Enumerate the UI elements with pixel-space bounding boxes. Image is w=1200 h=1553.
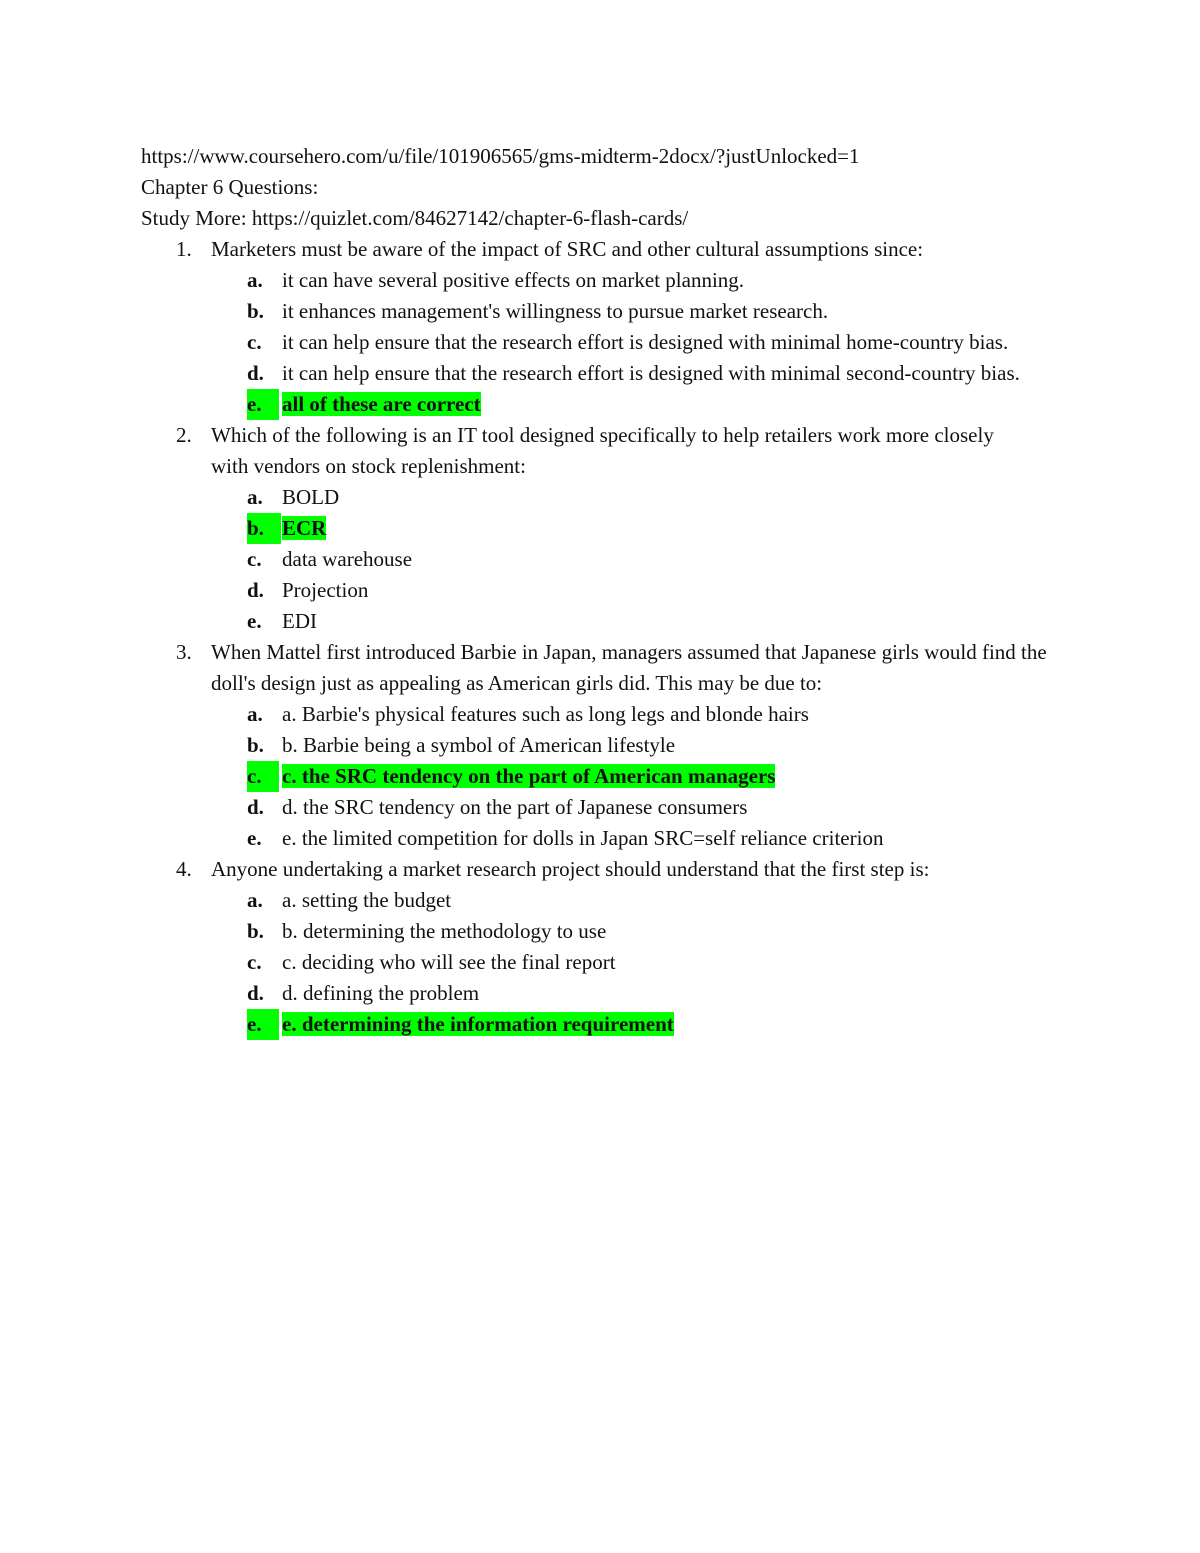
document-body	[141, 141, 1061, 1040]
option-letter: b.	[247, 299, 264, 323]
option-3e	[141, 823, 1047, 854]
question-3-options	[141, 699, 1061, 854]
question-text: Marketers must be aware of the impact of SRC and other cultural assumptions since:	[211, 237, 924, 261]
option-letter: d.	[247, 795, 264, 819]
option-3c-correct	[141, 761, 1047, 792]
question-number: 4.	[176, 857, 192, 881]
correct-answer-highlight: c. the SRC tendency on the part of American managers	[282, 764, 776, 788]
option-letter: e.	[247, 609, 262, 633]
option-1e-correct	[141, 389, 1047, 420]
option-1d	[141, 358, 1047, 389]
option-text: it can help ensure that the research effort is designed with minimal home-country bias.	[282, 330, 1009, 354]
option-text: a. Barbie's physical features such as long legs and blonde hairs	[282, 702, 809, 726]
chapter-heading: Chapter 6 Questions:	[141, 175, 319, 199]
option-1b	[141, 296, 1047, 327]
question-2-options	[141, 482, 1061, 637]
question-text: When Mattel first introduced Barbie in Japan, managers assumed that Japanese girls would find the doll's design just as appealing as American girls did. This may be due to:	[211, 640, 1047, 695]
question-number: 3.	[176, 640, 192, 664]
option-letter: d.	[247, 981, 264, 1005]
option-letter: b.	[247, 919, 264, 943]
option-4b	[141, 916, 1047, 947]
question-4	[141, 854, 1061, 885]
study-more-line: Study More: https://quizlet.com/84627142/chapter-6-flash-cards/	[141, 206, 689, 230]
option-text: b. Barbie being a symbol of American lifestyle	[282, 733, 676, 757]
option-2c	[141, 544, 1047, 575]
source-url-line: https://www.coursehero.com/u/file/101906565/gms-midterm-2docx/?justUnlocked=1	[141, 144, 860, 168]
question-text: Which of the following is an IT tool designed specifically to help retailers work more closely with vendors on stock replenishment:	[211, 423, 994, 478]
option-2a	[141, 482, 1047, 513]
option-text: d. defining the problem	[282, 981, 480, 1005]
option-letter: c.	[247, 950, 262, 974]
option-letter: c.	[247, 761, 279, 792]
option-letter: e.	[247, 389, 279, 420]
option-text: e. the limited competition for dolls in Japan SRC=self reliance criterion	[282, 826, 884, 850]
question-number: 2.	[176, 423, 192, 447]
option-text: BOLD	[282, 485, 340, 509]
option-text: it enhances management's willingness to pursue market research.	[282, 299, 829, 323]
option-letter: e.	[247, 1009, 279, 1040]
option-letter: d.	[247, 578, 264, 602]
option-text: c. deciding who will see the final report	[282, 950, 616, 974]
question-1	[141, 234, 1061, 265]
option-letter: e.	[247, 826, 262, 850]
option-2e	[141, 606, 1047, 637]
option-letter: b.	[247, 513, 281, 544]
option-letter: c.	[247, 330, 262, 354]
option-text: b. determining the methodology to use	[282, 919, 607, 943]
option-4e-correct	[141, 1009, 1047, 1040]
option-text: data warehouse	[282, 547, 413, 571]
option-letter: a.	[247, 702, 263, 726]
correct-answer-highlight: e. determining the information requirement	[282, 1012, 674, 1036]
question-3	[141, 637, 1061, 699]
question-text: Anyone undertaking a market research project should understand that the first step is:	[211, 857, 930, 881]
option-text: d. the SRC tendency on the part of Japanese consumers	[282, 795, 748, 819]
option-letter: a.	[247, 485, 263, 509]
option-3d	[141, 792, 1047, 823]
option-letter: b.	[247, 733, 264, 757]
option-2d	[141, 575, 1047, 606]
option-letter: c.	[247, 547, 262, 571]
question-2	[141, 420, 1061, 482]
question-number: 1.	[176, 237, 192, 261]
option-letter: d.	[247, 361, 264, 385]
option-text: Projection	[282, 578, 369, 602]
option-4a	[141, 885, 1047, 916]
option-letter: a.	[247, 268, 263, 292]
option-3b	[141, 730, 1047, 761]
option-text: EDI	[282, 609, 317, 633]
correct-answer-highlight: ECR	[282, 516, 327, 540]
question-1-options	[141, 265, 1061, 420]
correct-answer-highlight: all of these are correct	[282, 392, 481, 416]
option-text: a. setting the budget	[282, 888, 452, 912]
option-text: it can have several positive effects on market planning.	[282, 268, 745, 292]
option-text: it can help ensure that the research effort is designed with minimal second-country bias.	[282, 361, 1020, 385]
option-1a	[141, 265, 1047, 296]
option-letter: a.	[247, 888, 263, 912]
question-4-options	[141, 885, 1061, 1040]
option-3a	[141, 699, 1047, 730]
option-1c	[141, 327, 1047, 358]
option-2b-correct	[141, 513, 1047, 544]
option-4d	[141, 978, 1047, 1009]
option-4c	[141, 947, 1047, 978]
